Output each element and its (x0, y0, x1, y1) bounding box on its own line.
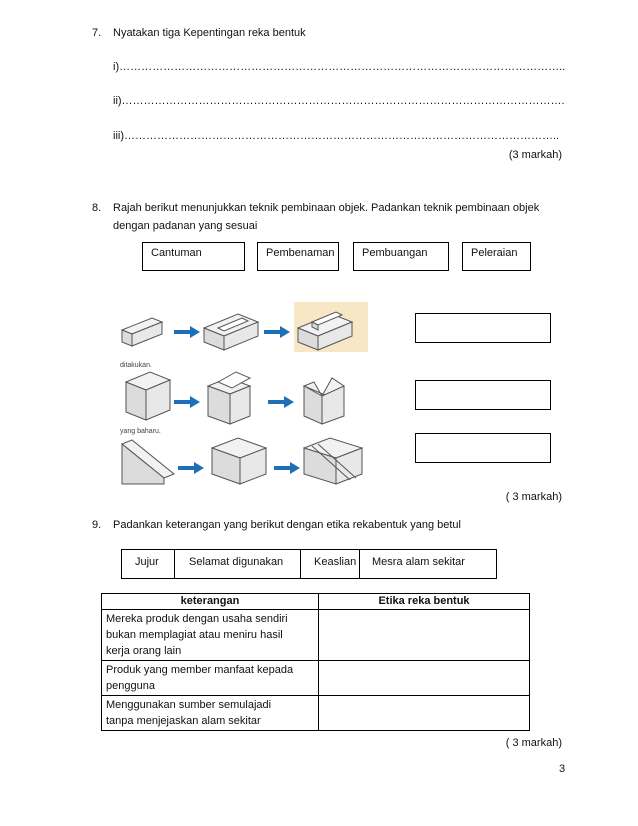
illus-caption-1: ditakukan. (120, 362, 152, 369)
illus-row-1 (118, 300, 368, 352)
illus-caption-2: yang baharu. (120, 428, 161, 435)
illus-row-3 (118, 434, 368, 490)
table-header-etika: Etika reka bentuk (319, 594, 530, 610)
q7-answer-line-3[interactable]: iii)……………………………………………………………………………………………………….. (113, 130, 560, 142)
q9-etika-table (101, 593, 530, 731)
table-cell-line: Menggunakan sumber semulajadi (106, 699, 272, 711)
table-row (102, 696, 530, 731)
q8-option-pembuangan[interactable]: Pembuangan (353, 242, 449, 271)
q8-marks: ( 3 markah) (505, 491, 562, 503)
q8-answer-box-2[interactable] (415, 380, 551, 410)
q9-number: 9. (92, 519, 102, 531)
table-cell-line: pengguna (106, 680, 155, 692)
q8-answer-box-3[interactable] (415, 433, 551, 463)
q7-marks: (3 markah) (508, 149, 562, 161)
table-header-row (102, 594, 530, 610)
table-cell-keterangan (102, 696, 319, 731)
table-cell-line: kerja orang lain (106, 645, 182, 657)
table-cell-keterangan (102, 610, 319, 661)
table-cell-line: tanpa menjejaskan alam sekitar (106, 715, 261, 727)
q9-option-jujur[interactable]: Jujur (135, 556, 159, 568)
q9-option-divider (359, 549, 360, 579)
table-cell-keterangan (102, 661, 319, 696)
table-cell-answer[interactable] (319, 661, 530, 696)
q8-option-peleraian[interactable]: Peleraian (462, 242, 531, 271)
q9-option-divider (174, 549, 175, 579)
q8-prompt-line-1: Rajah berikut menunjukkan teknik pembinaan objek. Padankan teknik pembinaan objek (113, 202, 540, 214)
q9-prompt: Padankan keterangan yang berikut dengan etika rekabentuk yang betul (113, 519, 461, 531)
q9-marks: ( 3 markah) (505, 737, 562, 749)
table-cell-line: bukan memplagiat atau meniru hasil (106, 629, 283, 641)
illus-row-2 (118, 368, 368, 430)
q8-prompt-line-2: dengan padanan yang sesuai (113, 220, 258, 232)
q7-prompt: Nyatakan tiga Kepentingan reka bentuk (113, 27, 306, 39)
table-cell-line: Produk yang member manfaat kepada (106, 664, 294, 676)
table-header-keterangan: keterangan (102, 594, 319, 610)
q7-answer-line-1[interactable]: i)………………………………………………………………………………………………………….. (113, 61, 566, 73)
table-row (102, 661, 530, 696)
q8-option-pembenaman[interactable]: Pembenaman (257, 242, 339, 271)
table-row (102, 610, 530, 661)
q7-number: 7. (92, 27, 102, 39)
page-number: 3 (559, 763, 566, 775)
table-cell-answer[interactable] (319, 610, 530, 661)
q9-option-selamat-digunakan[interactable]: Selamat digunakan (189, 556, 284, 568)
q9-option-mesra-alam-sekitar[interactable]: Mesra alam sekitar (372, 556, 465, 568)
table-cell-line: Mereka produk dengan usaha sendiri (106, 613, 288, 625)
q8-option-cantuman[interactable]: Cantuman (142, 242, 245, 271)
q7-answer-line-2[interactable]: ii)…………………………………………………………………………………………………………. (113, 95, 565, 107)
table-cell-answer[interactable] (319, 696, 530, 731)
q8-answer-box-1[interactable] (415, 313, 551, 343)
q9-option-keaslian[interactable]: Keaslian (314, 556, 357, 568)
q8-number: 8. (92, 202, 102, 214)
q9-option-divider (300, 549, 301, 579)
